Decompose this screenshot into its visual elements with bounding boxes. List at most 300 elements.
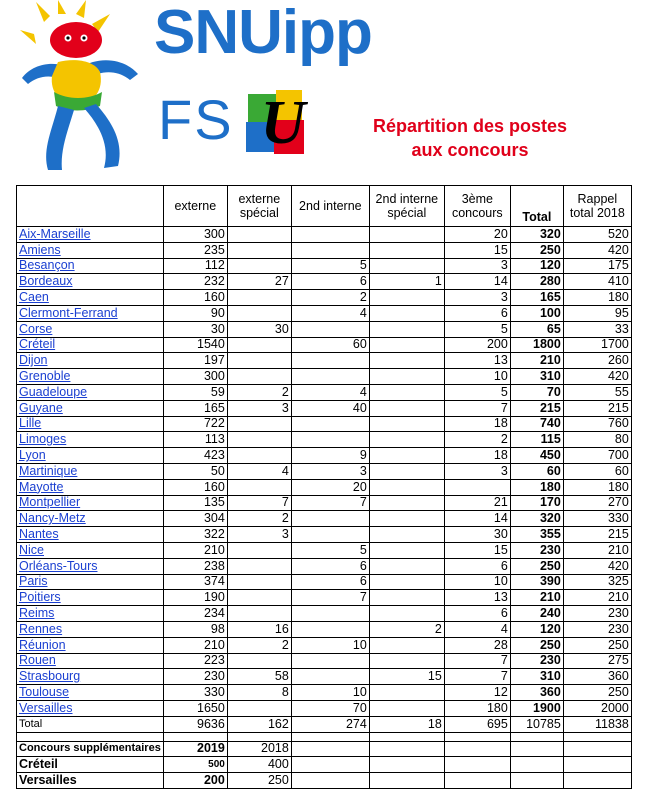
academie-link[interactable]: Poitiers (19, 590, 61, 605)
table-row (17, 305, 632, 321)
academie-link[interactable]: Clermont-Ferrand (19, 305, 118, 320)
value-cell (369, 685, 444, 701)
value-cell: 135 (163, 495, 227, 511)
value-cell: 420 (563, 369, 631, 385)
value-cell (369, 527, 444, 543)
value-cell: 1 (369, 274, 444, 290)
academie-link[interactable]: Nancy-Metz (19, 511, 86, 526)
value-cell: 2 (227, 637, 291, 653)
value-cell (227, 590, 291, 606)
academie-link[interactable]: Strasbourg (19, 669, 81, 684)
value-cell (369, 637, 444, 653)
page-title-line-2: aux concours (411, 140, 529, 160)
value-cell: 4 (444, 621, 510, 637)
value-cell (291, 511, 369, 527)
academie-cell (17, 369, 164, 385)
table-row (17, 242, 632, 258)
postes-table (16, 185, 632, 789)
value-cell (227, 448, 291, 464)
total-row-value: 11838 (563, 716, 631, 732)
total-cell: 170 (510, 495, 563, 511)
academie-cell (17, 527, 164, 543)
total-cell: 120 (510, 258, 563, 274)
academie-link[interactable]: Rouen (19, 653, 56, 668)
value-cell: 210 (163, 637, 227, 653)
empty-cell (444, 773, 510, 789)
value-cell: 7 (444, 400, 510, 416)
value-cell (291, 669, 369, 685)
value-cell: 30 (227, 321, 291, 337)
value-cell: 2 (227, 511, 291, 527)
fsu-badge-logo (242, 88, 308, 158)
total-cell: 1900 (510, 700, 563, 716)
value-cell: 7 (291, 495, 369, 511)
empty-cell (563, 732, 631, 741)
empty-cell (291, 741, 369, 757)
total-cell: 210 (510, 590, 563, 606)
academie-cell (17, 305, 164, 321)
table-row (17, 479, 632, 495)
value-cell (369, 574, 444, 590)
table-row (17, 400, 632, 416)
value-cell: 420 (563, 242, 631, 258)
table-row (17, 685, 632, 701)
value-cell: 197 (163, 353, 227, 369)
total-cell: 230 (510, 542, 563, 558)
column-header: Rappel total 2018 (563, 186, 631, 227)
value-cell: 300 (163, 227, 227, 243)
table-row (17, 558, 632, 574)
table-row (17, 542, 632, 558)
value-cell (291, 353, 369, 369)
value-cell (369, 384, 444, 400)
empty-cell (369, 773, 444, 789)
value-cell: 6 (444, 305, 510, 321)
academie-link[interactable]: Versailles (19, 700, 73, 715)
value-cell: 1650 (163, 700, 227, 716)
academie-cell (17, 384, 164, 400)
value-cell: 180 (444, 700, 510, 716)
value-cell (227, 242, 291, 258)
academie-cell (17, 321, 164, 337)
column-header: 3ème concours (444, 186, 510, 227)
table-row (17, 637, 632, 653)
value-cell: 2 (444, 432, 510, 448)
academie-cell (17, 258, 164, 274)
value-cell: 3 (444, 463, 510, 479)
academie-link[interactable]: Reims (19, 606, 55, 621)
supplementary-label: Concours supplémentaires (17, 741, 164, 757)
value-cell (369, 495, 444, 511)
supplementary-row (17, 773, 632, 789)
value-cell: 215 (563, 527, 631, 543)
value-cell (369, 653, 444, 669)
table-row (17, 432, 632, 448)
academie-link[interactable]: Nice (19, 542, 45, 557)
total-cell: 360 (510, 685, 563, 701)
academie-link[interactable]: Guyane (19, 400, 63, 415)
value-cell: 3 (227, 400, 291, 416)
academie-link[interactable]: Corse (19, 321, 53, 336)
value-cell: 160 (163, 290, 227, 306)
academie-link[interactable]: Rennes (19, 621, 63, 636)
value-cell: 13 (444, 590, 510, 606)
value-cell: 80 (563, 432, 631, 448)
total-cell: 100 (510, 305, 563, 321)
table-row (17, 495, 632, 511)
value-cell: 2000 (563, 700, 631, 716)
value-cell: 175 (563, 258, 631, 274)
academie-cell (17, 637, 164, 653)
supplementary-value: 400 (227, 757, 291, 773)
academie-cell (17, 590, 164, 606)
value-cell: 250 (563, 637, 631, 653)
value-cell: 325 (563, 574, 631, 590)
value-cell (227, 369, 291, 385)
value-cell (369, 432, 444, 448)
total-cell: 310 (510, 369, 563, 385)
value-cell (227, 227, 291, 243)
value-cell: 238 (163, 558, 227, 574)
academie-link[interactable]: Grenoble (19, 369, 71, 384)
value-cell: 5 (291, 258, 369, 274)
table-row (17, 353, 632, 369)
value-cell: 7 (444, 669, 510, 685)
value-cell: 16 (227, 621, 291, 637)
academie-link[interactable]: Toulouse (19, 685, 70, 699)
academie-cell (17, 463, 164, 479)
value-cell: 2 (291, 290, 369, 306)
value-cell: 420 (563, 558, 631, 574)
total-cell: 390 (510, 574, 563, 590)
value-cell: 21 (444, 495, 510, 511)
table-row (17, 321, 632, 337)
supplementary-value: 250 (227, 773, 291, 789)
total-cell: 215 (510, 400, 563, 416)
academie-cell (17, 353, 164, 369)
academie-link[interactable]: Martinique (19, 463, 78, 478)
table-row (17, 574, 632, 590)
academie-cell (17, 274, 164, 290)
total-cell: 120 (510, 621, 563, 637)
total-row-label: Total (17, 716, 164, 732)
table-row (17, 290, 632, 306)
value-cell (227, 574, 291, 590)
academie-cell (17, 511, 164, 527)
value-cell: 30 (163, 321, 227, 337)
supplementary-value: 200 (163, 773, 227, 789)
academie-link[interactable]: Caen (19, 290, 49, 305)
value-cell: 112 (163, 258, 227, 274)
fsu-u-letter: U (260, 89, 306, 157)
academie-link[interactable]: Paris (19, 574, 48, 589)
value-cell: 215 (563, 400, 631, 416)
total-cell: 240 (510, 606, 563, 622)
page-title (342, 114, 598, 162)
value-cell (291, 653, 369, 669)
academie-cell (17, 621, 164, 637)
column-header (17, 186, 164, 227)
total-row-value: 10785 (510, 716, 563, 732)
academie-link[interactable]: Limoges (19, 432, 67, 447)
academie-link[interactable]: Dijon (19, 353, 48, 368)
value-cell (444, 479, 510, 495)
value-cell (227, 558, 291, 574)
value-cell: 95 (563, 305, 631, 321)
snuipp-wordmark: SNUipp (154, 0, 372, 67)
value-cell: 180 (563, 479, 631, 495)
value-cell: 12 (444, 685, 510, 701)
table-row (17, 258, 632, 274)
academie-link[interactable]: Lille (19, 416, 42, 431)
value-cell: 410 (563, 274, 631, 290)
academie-cell (17, 400, 164, 416)
value-cell (369, 290, 444, 306)
academie-link[interactable]: Créteil (19, 337, 56, 352)
total-cell: 310 (510, 669, 563, 685)
value-cell: 5 (444, 321, 510, 337)
value-cell: 9 (291, 448, 369, 464)
value-cell: 234 (163, 606, 227, 622)
supplementary-row (17, 757, 632, 773)
table-row (17, 274, 632, 290)
academie-cell (17, 700, 164, 716)
total-row-value: 9636 (163, 716, 227, 732)
academie-cell (17, 606, 164, 622)
value-cell (227, 700, 291, 716)
total-cell: 740 (510, 416, 563, 432)
value-cell (227, 653, 291, 669)
empty-cell (291, 757, 369, 773)
table-row (17, 337, 632, 353)
value-cell (291, 621, 369, 637)
table-row (17, 669, 632, 685)
total-cell: 70 (510, 384, 563, 400)
value-cell: 230 (563, 621, 631, 637)
value-cell (227, 305, 291, 321)
value-cell: 18 (444, 416, 510, 432)
academie-link[interactable]: Guadeloupe (19, 384, 88, 399)
table-row (17, 448, 632, 464)
value-cell (369, 337, 444, 353)
value-cell (369, 353, 444, 369)
value-cell: 423 (163, 448, 227, 464)
value-cell (291, 606, 369, 622)
value-cell (227, 542, 291, 558)
empty-cell (444, 732, 510, 741)
total-cell: 230 (510, 653, 563, 669)
empty-cell (563, 757, 631, 773)
value-cell: 300 (163, 369, 227, 385)
table-row (17, 590, 632, 606)
value-cell: 330 (163, 685, 227, 701)
value-cell: 14 (444, 274, 510, 290)
value-cell: 10 (444, 369, 510, 385)
value-cell: 250 (563, 685, 631, 701)
academie-cell (17, 448, 164, 464)
value-cell: 40 (291, 400, 369, 416)
academie-link[interactable]: Lyon (19, 448, 46, 463)
value-cell: 13 (444, 353, 510, 369)
value-cell: 210 (563, 590, 631, 606)
supplementary-year: 2018 (227, 741, 291, 757)
value-cell (369, 542, 444, 558)
column-header: 2nd interne (291, 186, 369, 227)
value-cell (291, 227, 369, 243)
table-row (17, 511, 632, 527)
value-cell (369, 511, 444, 527)
academie-link[interactable]: Montpellier (19, 495, 81, 510)
value-cell: 1700 (563, 337, 631, 353)
value-cell: 3 (227, 527, 291, 543)
empty-cell (444, 757, 510, 773)
academie-cell (17, 479, 164, 495)
value-cell: 5 (291, 542, 369, 558)
value-cell (369, 590, 444, 606)
table-row (17, 527, 632, 543)
value-cell: 232 (163, 274, 227, 290)
value-cell: 15 (369, 669, 444, 685)
value-cell: 10 (291, 637, 369, 653)
academie-cell (17, 558, 164, 574)
academie-link[interactable]: Amiens (19, 242, 61, 257)
value-cell: 15 (444, 542, 510, 558)
total-row-value: 162 (227, 716, 291, 732)
page-title-line-1: Répartition des postes (372, 116, 568, 136)
value-cell: 190 (163, 590, 227, 606)
academie-link[interactable]: Besançon (19, 258, 75, 273)
value-cell: 60 (291, 337, 369, 353)
value-cell: 700 (563, 448, 631, 464)
value-cell (369, 700, 444, 716)
academie-cell (17, 432, 164, 448)
value-cell (369, 606, 444, 622)
value-cell: 260 (563, 353, 631, 369)
empty-cell (510, 741, 563, 757)
academie-link[interactable]: Mayotte (19, 479, 64, 494)
empty-cell (510, 773, 563, 789)
total-cell: 280 (510, 274, 563, 290)
table-row (17, 227, 632, 243)
value-cell: 6 (444, 606, 510, 622)
academie-link[interactable]: Orléans-Tours (19, 558, 98, 573)
value-cell: 3 (291, 463, 369, 479)
table-header-row (17, 186, 632, 227)
value-cell: 4 (227, 463, 291, 479)
value-cell: 7 (444, 653, 510, 669)
total-cell: 355 (510, 527, 563, 543)
value-cell: 304 (163, 511, 227, 527)
total-cell: 320 (510, 511, 563, 527)
value-cell (291, 242, 369, 258)
value-cell: 210 (563, 542, 631, 558)
value-cell (291, 416, 369, 432)
value-cell (227, 432, 291, 448)
value-cell: 3 (444, 258, 510, 274)
value-cell: 374 (163, 574, 227, 590)
table-row (17, 384, 632, 400)
empty-cell (563, 773, 631, 789)
value-cell: 230 (563, 606, 631, 622)
value-cell (227, 416, 291, 432)
value-cell (227, 337, 291, 353)
value-cell: 360 (563, 669, 631, 685)
value-cell: 7 (227, 495, 291, 511)
value-cell (369, 242, 444, 258)
table-row (17, 463, 632, 479)
value-cell: 3 (444, 290, 510, 306)
value-cell (369, 369, 444, 385)
empty-cell (444, 741, 510, 757)
value-cell: 58 (227, 669, 291, 685)
value-cell: 70 (291, 700, 369, 716)
value-cell (227, 353, 291, 369)
total-cell: 320 (510, 227, 563, 243)
table-total-row (17, 716, 632, 732)
value-cell: 30 (444, 527, 510, 543)
value-cell: 27 (227, 274, 291, 290)
academie-cell (17, 669, 164, 685)
value-cell: 6 (444, 558, 510, 574)
value-cell (369, 400, 444, 416)
column-header: 2nd interne spécial (369, 186, 444, 227)
academie-cell (17, 227, 164, 243)
academie-link[interactable]: Aix-Marseille (19, 226, 91, 241)
column-header-total: Total (510, 186, 563, 227)
empty-cell (227, 732, 291, 741)
table-row (17, 621, 632, 637)
total-cell: 60 (510, 463, 563, 479)
snuipp-mascot-logo (14, 0, 149, 172)
academie-cell (17, 685, 164, 701)
value-cell: 7 (291, 590, 369, 606)
value-cell: 165 (163, 400, 227, 416)
empty-cell (291, 732, 369, 741)
empty-cell (17, 732, 164, 741)
supplementary-header-row (17, 741, 632, 757)
value-cell (291, 369, 369, 385)
value-cell: 270 (563, 495, 631, 511)
value-cell: 275 (563, 653, 631, 669)
academie-link[interactable]: Réunion (19, 637, 66, 652)
empty-cell (163, 732, 227, 741)
empty-cell (291, 773, 369, 789)
value-cell (291, 432, 369, 448)
academie-link[interactable]: Bordeaux (19, 274, 73, 289)
academie-link[interactable]: Nantes (19, 527, 59, 542)
total-row-value: 695 (444, 716, 510, 732)
table-spacer-row (17, 732, 632, 741)
value-cell: 2 (369, 621, 444, 637)
table-row (17, 653, 632, 669)
value-cell (227, 258, 291, 274)
value-cell: 4 (291, 384, 369, 400)
value-cell: 18 (444, 448, 510, 464)
value-cell (369, 227, 444, 243)
value-cell (369, 321, 444, 337)
total-cell: 180 (510, 479, 563, 495)
value-cell: 760 (563, 416, 631, 432)
table-row (17, 369, 632, 385)
empty-cell (510, 732, 563, 741)
column-header: externe spécial (227, 186, 291, 227)
supplementary-academie: Créteil (17, 757, 164, 773)
value-cell: 210 (163, 542, 227, 558)
value-cell: 223 (163, 653, 227, 669)
value-cell (369, 463, 444, 479)
table-row (17, 606, 632, 622)
value-cell: 10 (291, 685, 369, 701)
